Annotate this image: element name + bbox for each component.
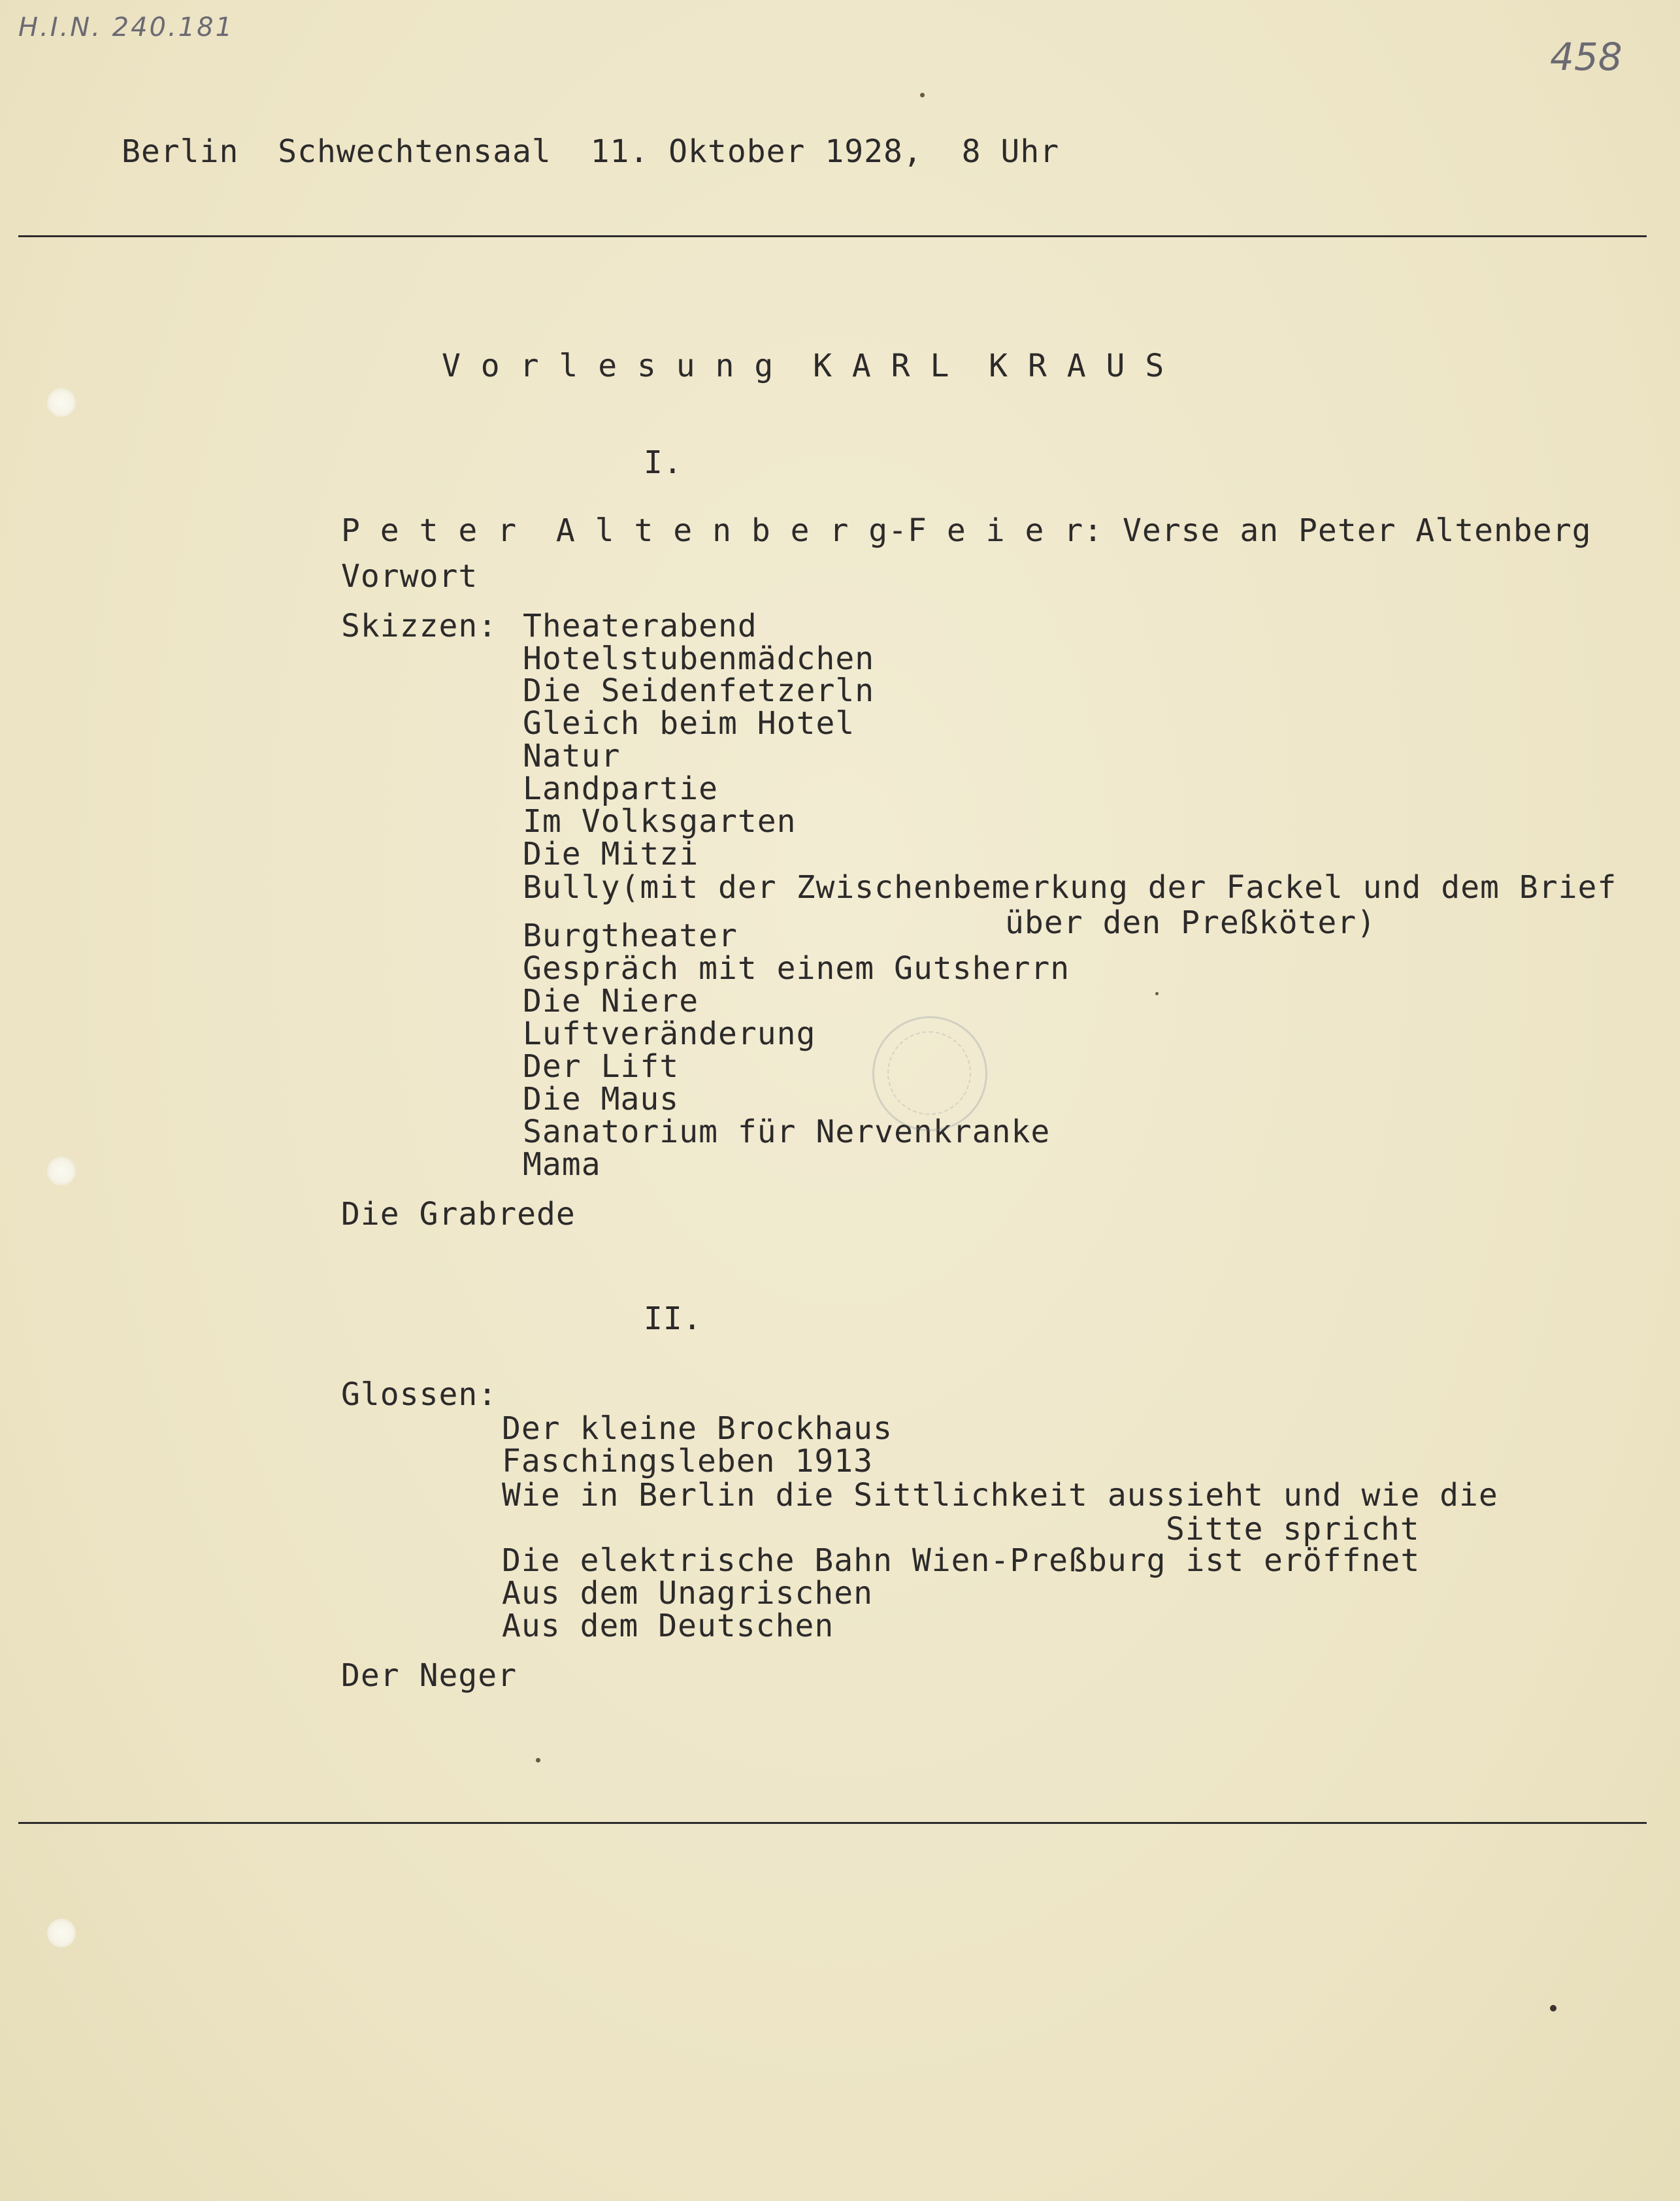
sketches-label: Skizzen: [341, 608, 498, 644]
part1-numeral: I. [644, 444, 683, 481]
library-stamp [872, 1016, 987, 1131]
folio-number: 458 [1550, 35, 1622, 79]
list-item: Der kleine Brockhaus [502, 1410, 893, 1447]
paper-speck [1550, 2005, 1556, 2011]
punch-hole [47, 1157, 76, 1185]
list-item: Burgtheater [523, 918, 738, 954]
list-item: Natur [523, 738, 621, 774]
list-item: Der Lift [523, 1048, 680, 1085]
list-item: Gespräch mit einem Gutsherrn [523, 950, 1070, 987]
list-item: Die elektrische Bahn Wien-Preßburg ist eröffnet [502, 1542, 1421, 1579]
paper-speck [1155, 992, 1159, 995]
part1-heading: P e t e r A l t e n b e r g-F e i e r: Verse an Peter Altenberg [341, 512, 1592, 549]
list-item: Hotelstubenmädchen [523, 640, 875, 677]
list-item: Die Mitzi [523, 836, 699, 872]
punch-hole [47, 388, 76, 417]
list-item: Landpartie [523, 770, 718, 807]
list-item: Bully(mit der Zwischenbemerkung der Fackel und dem Brief [523, 869, 1617, 906]
list-item: Die Niere [523, 983, 699, 1019]
punch-hole [47, 1919, 76, 1947]
list-item: Die Seidenfetzerln [523, 672, 875, 709]
page-title: V o r l e s u n g K A R L K R A U S [442, 348, 1165, 384]
list-item: Faschingsleben 1913 [502, 1443, 874, 1480]
part1-preface: Vorwort [341, 558, 478, 595]
list-item: Aus dem Deutschen [502, 1608, 834, 1644]
paper-speck [536, 1758, 540, 1762]
part2-closing: Der Neger [341, 1657, 518, 1694]
glosses-label: Glossen: [341, 1376, 498, 1413]
list-item: Gleich beim Hotel [523, 705, 855, 742]
paper-speck [920, 93, 925, 97]
list-item: Im Volksgarten [523, 803, 797, 840]
list-item: Aus dem Unagrischen [502, 1575, 874, 1612]
list-item: Luftveränderung [523, 1016, 816, 1052]
list-item: Wie in Berlin die Sittlichkeit aussieht und wie die [502, 1477, 1498, 1514]
list-item-continuation: Sitte spricht [1166, 1511, 1420, 1547]
list-item: Sanatorium für Nervenkranke [523, 1114, 1051, 1150]
bottom-rule [18, 1822, 1647, 1824]
part1-closing: Die Grabrede [341, 1196, 576, 1233]
header-line: Berlin Schwechtensaal 11. Oktober 1928, 8 Uhr [122, 133, 1060, 170]
archive-mark: H.I.N. 240.181 [18, 12, 235, 42]
list-item-continuation: über den Preßköter) [1005, 904, 1377, 941]
list-item: Mama [523, 1146, 601, 1183]
top-rule [18, 235, 1647, 237]
list-item: Die Maus [523, 1081, 680, 1117]
list-item: Theaterabend [523, 608, 757, 644]
part2-numeral: II. [644, 1300, 702, 1337]
